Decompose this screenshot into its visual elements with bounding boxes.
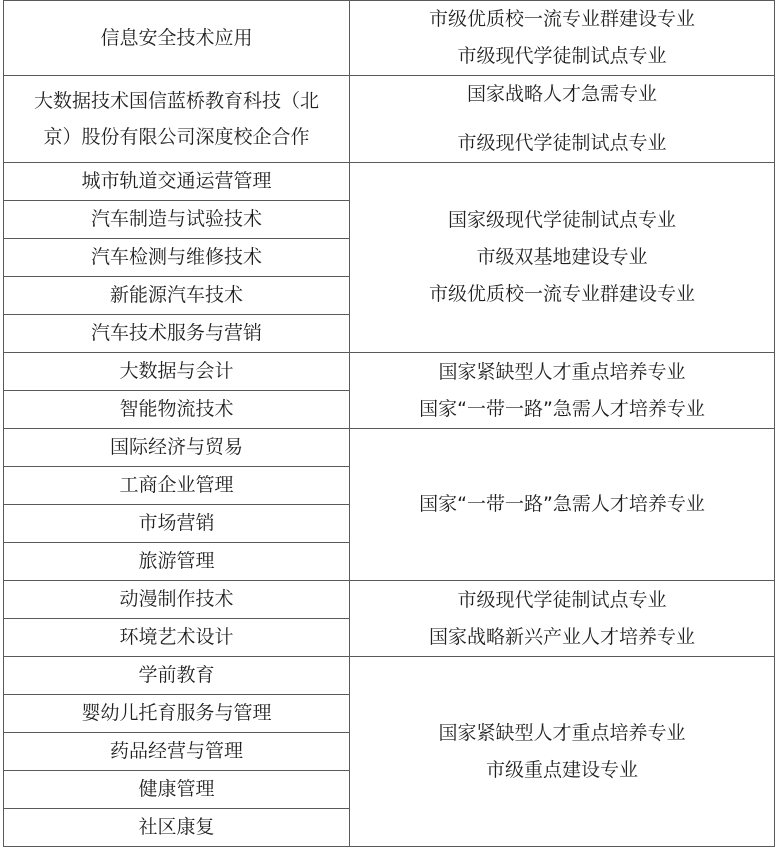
- recognition-text: 国家级现代学徒制试点专业: [447, 209, 676, 231]
- recognition-text: 国家“一带一路”急需人才培养专业: [419, 493, 705, 515]
- recognition-text: 市级现代学徒制试点专业: [457, 132, 667, 154]
- major-cell: [4, 163, 350, 201]
- recognition-cell: [350, 657, 775, 847]
- major-cell: [4, 1, 350, 76]
- recognition-text: 市级现代学徒制试点专业: [457, 588, 667, 611]
- recognition-cell: [350, 353, 775, 429]
- table-row: [4, 657, 775, 695]
- recognition-text: 国家紧缺型人才重点培养专业: [438, 360, 686, 383]
- table-row: [4, 76, 775, 163]
- major-name: 大数据与会计: [119, 360, 234, 382]
- major-name: 城市轨道交通运营管理: [81, 170, 272, 192]
- major-name: 汽车制造与试验技术: [90, 208, 262, 230]
- recognition-text: 市级优质校一流专业群建设专业: [428, 283, 695, 305]
- recognition-cell: [350, 581, 775, 657]
- recognition-text: 市级现代学徒制试点专业: [457, 45, 667, 67]
- major-cell: [4, 581, 350, 619]
- major-name: 信息安全技术应用: [100, 26, 253, 49]
- recognition-text: 国家战略人才急需专业: [466, 83, 657, 105]
- major-name: 国际经济与贸易: [109, 436, 243, 458]
- recognition-cell: [350, 163, 775, 353]
- major-cell: [4, 429, 350, 467]
- recognition-text: 国家“一带一路”急需人才培养专业: [419, 397, 705, 420]
- table-row: [4, 163, 775, 201]
- major-cell: [4, 657, 350, 695]
- major-cell: [4, 543, 350, 581]
- spacer: [356, 113, 768, 125]
- major-name: 京）股份有限公司深度校企合作: [43, 126, 310, 148]
- recognition-text: 市级双基地建设专业: [476, 246, 648, 268]
- recognition-cell: [350, 429, 775, 581]
- major-cell: [4, 733, 350, 771]
- major-name: 社区康复: [138, 816, 215, 838]
- recognition-text: 国家战略新兴产业人才培养专业: [428, 625, 695, 648]
- recognition-text: 国家紧缺型人才重点培养专业: [438, 721, 686, 744]
- major-cell: [4, 467, 350, 505]
- major-cell: [4, 277, 350, 315]
- major-name: 婴幼儿托育服务与管理: [81, 702, 272, 724]
- table-row: [4, 1, 775, 76]
- table-row: [4, 353, 775, 391]
- major-name: 汽车检测与维修技术: [90, 246, 262, 268]
- major-cell: [4, 809, 350, 847]
- major-cell: [4, 619, 350, 657]
- major-cell: [4, 315, 350, 353]
- major-name: 新能源汽车技术: [109, 284, 243, 306]
- major-name: 智能物流技术: [119, 398, 234, 420]
- table-row: [4, 581, 775, 619]
- major-name: 市场营销: [138, 512, 215, 534]
- majors-table: [3, 0, 775, 847]
- major-name: 药品经营与管理: [109, 740, 243, 762]
- major-name: 旅游管理: [138, 550, 215, 572]
- major-name: 健康管理: [138, 778, 215, 800]
- recognition-cell: [350, 1, 775, 76]
- major-cell: [4, 391, 350, 429]
- major-cell: [4, 771, 350, 809]
- major-name: 学前教育: [138, 664, 215, 686]
- major-name: 汽车技术服务与营销: [90, 322, 262, 344]
- major-name: 大数据技术国信蓝桥教育科技（北: [33, 90, 319, 112]
- major-cell: [4, 695, 350, 733]
- major-cell: [4, 76, 350, 163]
- major-cell: [4, 353, 350, 391]
- recognition-text: 市级优质校一流专业群建设专业: [428, 8, 695, 30]
- major-name: 环境艺术设计: [119, 626, 234, 648]
- recognition-cell: [350, 76, 775, 163]
- recognition-text: 市级重点建设专业: [485, 758, 638, 781]
- major-cell: [4, 201, 350, 239]
- major-name: 动漫制作技术: [119, 588, 234, 610]
- table-row: [4, 429, 775, 467]
- major-cell: [4, 239, 350, 277]
- major-name: 工商企业管理: [119, 474, 234, 496]
- major-cell: [4, 505, 350, 543]
